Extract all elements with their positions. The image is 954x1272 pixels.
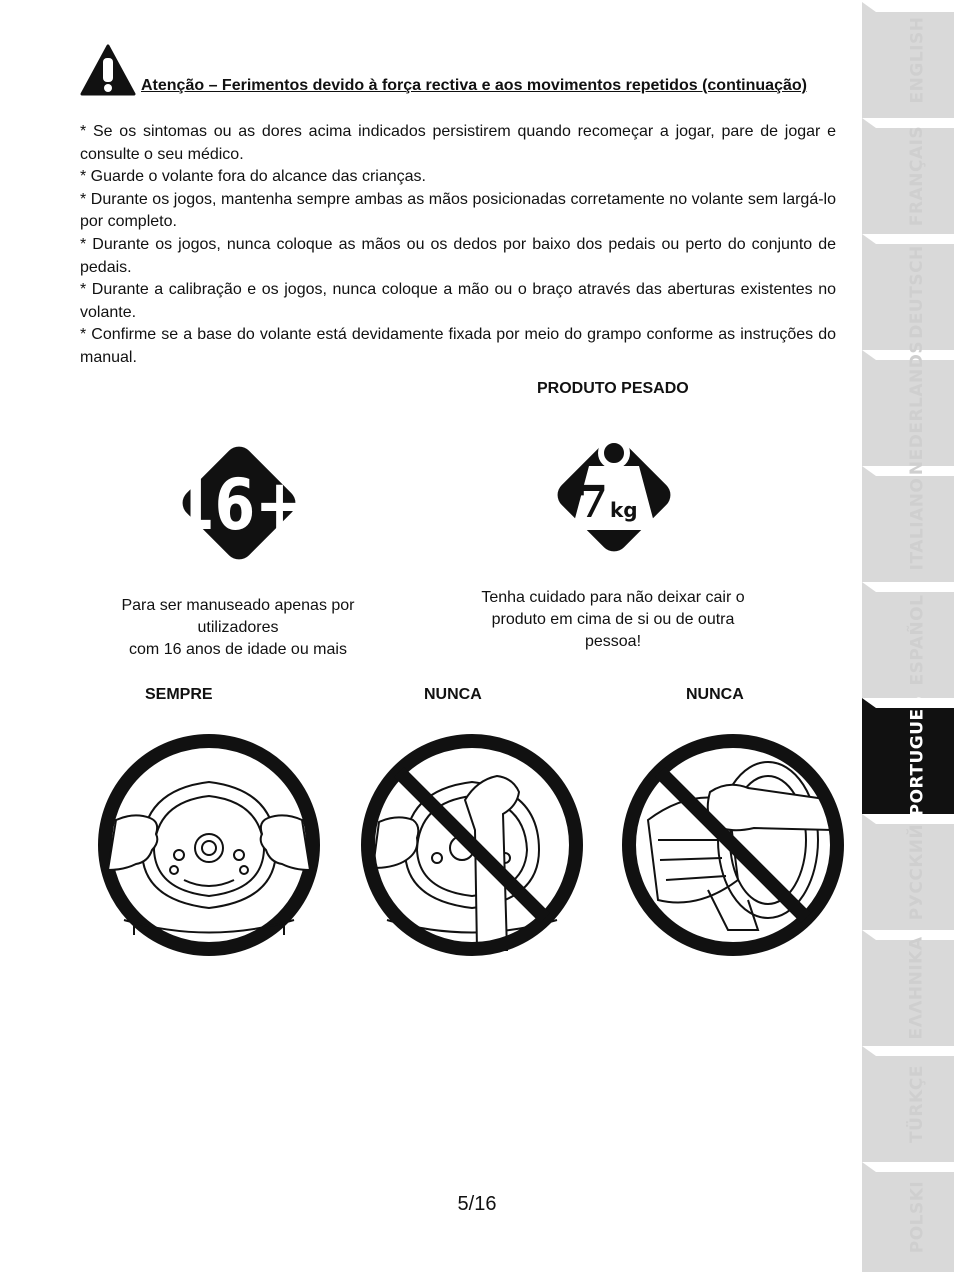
incorrect-hand-position-illustration <box>357 730 587 960</box>
instruction-paragraph: * Durante os jogos, mantenha sempre ambas as mãos posicionadas corretamente no volante sem largá-lo por completo. <box>80 190 836 231</box>
usage-label-never: NUNCA <box>424 686 482 703</box>
caption-line: Para ser manuseado apenas por <box>121 597 355 614</box>
caption-line: com 16 anos de idade ou mais <box>129 641 347 658</box>
tab-polski[interactable] <box>862 1162 954 1272</box>
instruction-paragraph: * Guarde o volante fora do alcance das crianças. <box>80 168 426 186</box>
tab-greek[interactable] <box>862 930 954 1046</box>
tab-portugues[interactable] <box>862 695 954 817</box>
tab-english[interactable] <box>862 2 954 118</box>
tab-label: NEDERLANDS <box>907 340 928 476</box>
weight-sign-caption <box>463 587 763 653</box>
tab-russian[interactable] <box>862 814 954 930</box>
weight-7kg-sign <box>537 418 691 572</box>
safety-instructions <box>80 121 836 370</box>
age-rating-text: 16+ <box>174 464 304 546</box>
tab-francais[interactable] <box>862 118 954 234</box>
tab-italiano[interactable] <box>862 466 954 582</box>
tab-label: POLSKI <box>907 1180 927 1254</box>
tab-nederlands[interactable] <box>862 340 954 476</box>
heavy-product-label: PRODUTO PESADO <box>537 380 689 397</box>
instruction-paragraph: * Confirme se a base do volante está devidamente fixada por meio do grampo conforme as instruções do manual. <box>80 326 836 366</box>
age-16-plus-sign <box>162 426 316 580</box>
warning-heading <box>80 44 840 98</box>
caption-line: pessoa! <box>584 633 642 650</box>
warning-triangle-icon <box>80 44 136 96</box>
tab-label: ESPAÑOL <box>907 594 927 686</box>
tab-label: FRANÇAIS <box>907 125 928 227</box>
caption-line: Tenha cuidado para não deixar cair o <box>481 589 745 606</box>
correct-grip-illustration <box>94 730 324 960</box>
tab-label: ΕΛΛΗΝΙΚΑ <box>907 936 928 1040</box>
usage-label-always: SEMPRE <box>145 686 213 703</box>
instruction-paragraph: * Durante os jogos, nunca coloque as mãos ou os dedos por baixo dos pedais ou perto do conjunto de pedais. <box>80 235 836 276</box>
caption-line: produto em cima de si ou de outra <box>491 611 735 628</box>
tab-deutsch[interactable] <box>862 234 954 350</box>
tab-label: TÜRKÇE <box>907 1065 927 1143</box>
incorrect-arm-through-wheel-illustration <box>618 730 848 960</box>
tab-label: PORTUGUES <box>907 695 928 817</box>
instruction-paragraph: * Se os sintomas ou as dores acima indicados persistirem quando recomeçar a jogar, pare de jogar e consulte o seu médico. <box>80 123 836 163</box>
tab-label: DEUTSCH <box>907 245 928 339</box>
tab-turkce[interactable] <box>862 1046 954 1162</box>
tab-label: РУССКИЙ <box>907 823 927 921</box>
weight-unit: kg <box>610 498 638 522</box>
tab-label: ITALIANO <box>907 477 928 571</box>
heading-title: Atenção – Ferimentos devido à força rectiva e aos movimentos repetidos (continuação) <box>141 77 807 94</box>
caption-line: utilizadores <box>197 619 279 636</box>
instruction-paragraph: * Durante a calibração e os jogos, nunca coloque a mão ou o braço através das aberturas existentes no volante. <box>80 281 836 321</box>
page-number: 5/16 <box>457 1193 497 1215</box>
weight-value: 7 <box>577 477 608 528</box>
age-sign-caption <box>98 595 378 661</box>
usage-label-never: NUNCA <box>686 686 744 703</box>
language-tabs <box>862 0 954 1272</box>
tab-espanol[interactable] <box>862 582 954 698</box>
tab-label: ENGLISH <box>907 16 927 104</box>
